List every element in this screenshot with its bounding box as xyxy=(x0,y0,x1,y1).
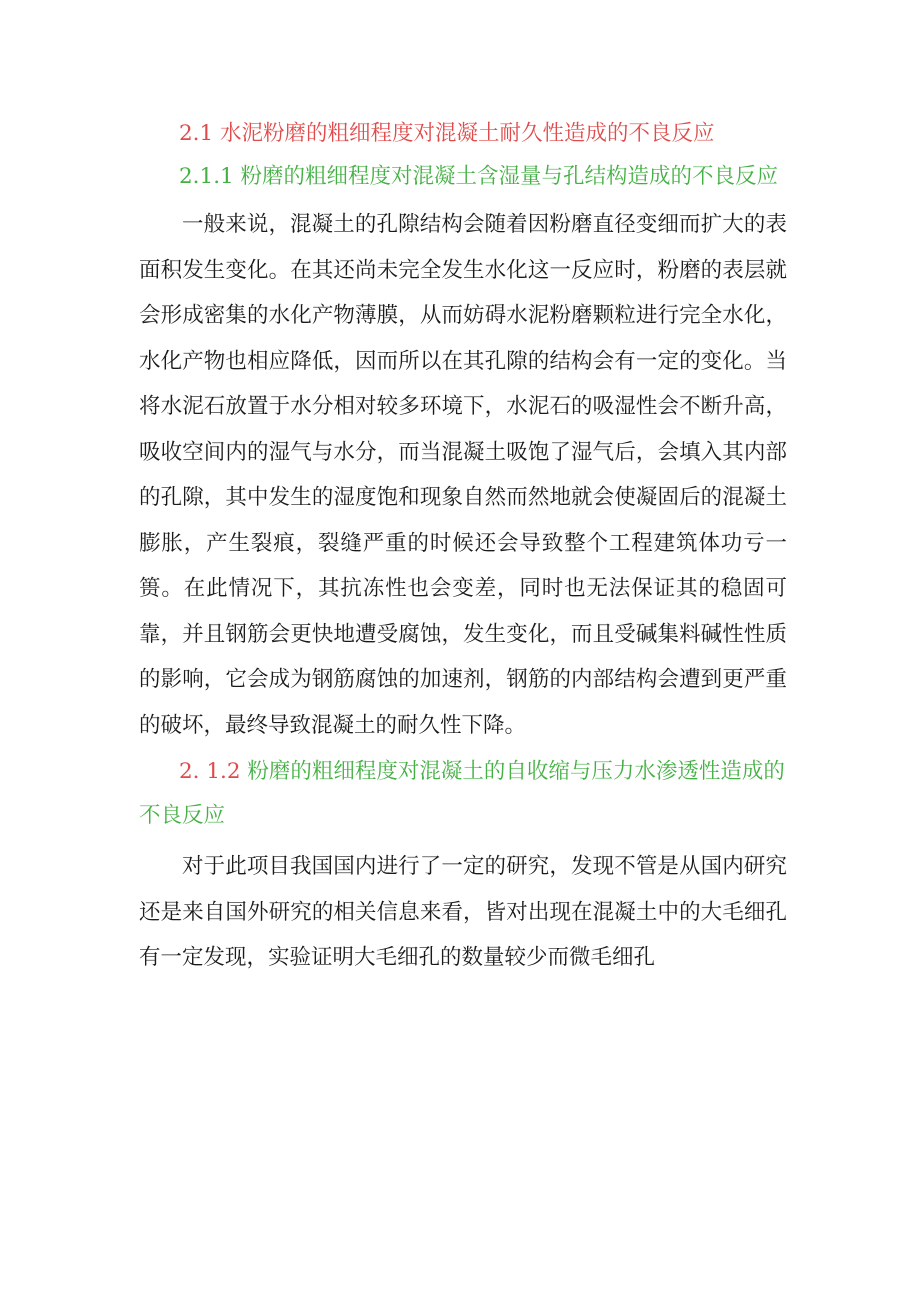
subsection-heading-2-1-2-text: 粉磨的粗细程度对混凝土的自收缩与压力水渗透性造成的不良反应 xyxy=(139,759,785,828)
subsection-heading-2-1-2-number: 2. 1.2 xyxy=(179,759,241,784)
body-paragraph-2: 对于此项目我国国内进行了一定的研究，发现不管是从国内研究还是来自国外研究的相关信息来看，皆对出现在混凝土中的大毛细孔有一定发现，实验证明大毛细孔的数量较少而微毛细孔 xyxy=(139,854,787,970)
document-content xyxy=(139,112,787,981)
subsection-heading-2-1-1: 2.1.1 粉磨的粗细程度对混凝土含湿量与孔结构造成的不良反应 xyxy=(179,164,779,189)
section-heading: 2.1 水泥粉磨的粗细程度对混凝土耐久性造成的不良反应 xyxy=(179,121,715,146)
body-paragraph-1: 一般来说，混凝土的孔隙结构会随着因粉磨直径变细而扩大的表面积发生变化。在其还尚未完全发生水化这一反应时，粉磨的表层就会形成密集的水化产物薄膜，从而妨碍水泥粉磨颗粒进行完全水化，水化产物也相应降低，因而所以在其孔隙的结构会有一定的变化。当将水泥石放置于水分相对较多环境下，水泥石的吸湿性会不断升高，吸收空间内的湿气与水分，而当混凝土吸饱了湿气后，会填入其内部的孔隙，其中发生的湿度饱和现象自然而然地就会使凝固后的混凝土膨胀，产生裂痕，裂缝严重的时候还会导致整个工程建筑体功亏一篑。在此情况下，其抗冻性也会变差，同时也无法保证其的稳固可靠，并且钢筋会更快地遭受腐蚀，发生变化，而且受碱集料碱性性质的影响，它会成为钢筋腐蚀的加速剂，钢筋的内部结构会遭到更严重的破坏，最终导致混凝土的耐久性下降。 xyxy=(139,212,787,738)
subsection-heading-2-1-2 xyxy=(139,750,787,838)
